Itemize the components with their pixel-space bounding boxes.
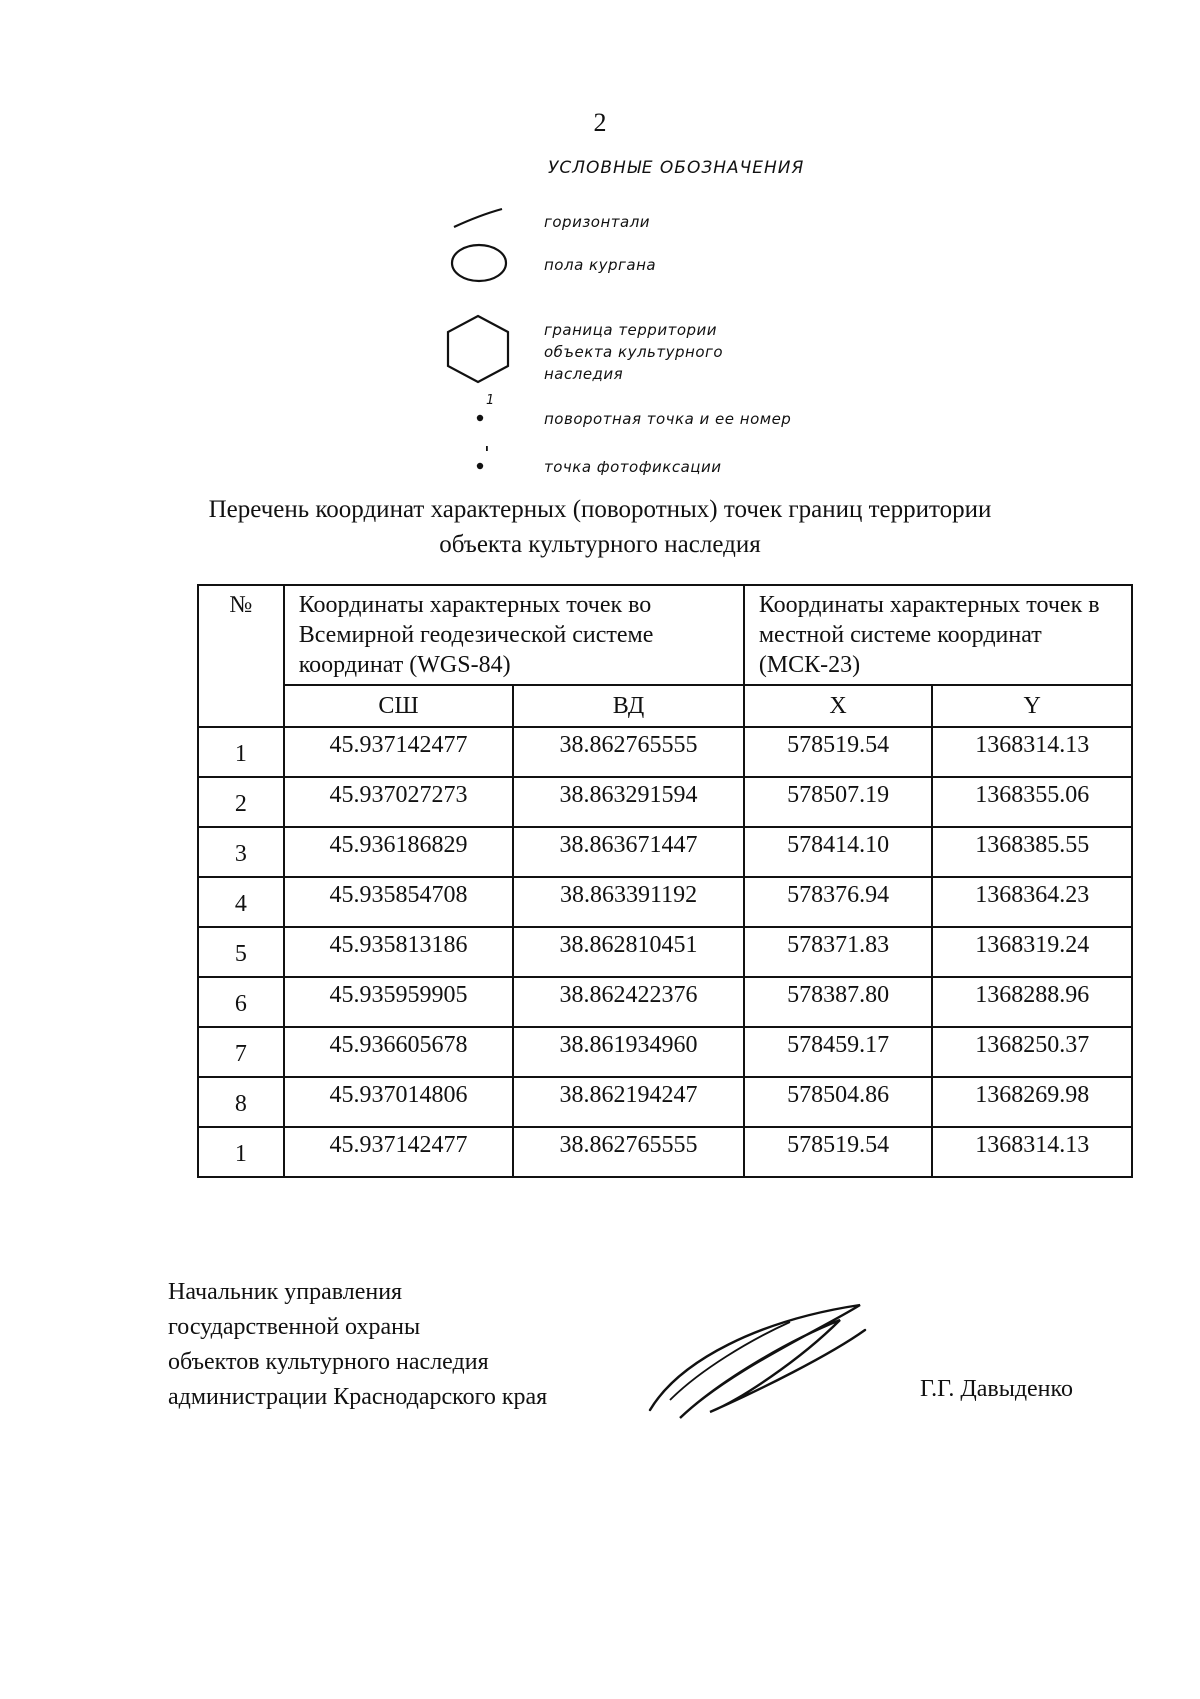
cell-x: 578459.17 [744,1027,933,1077]
header-number: № [198,585,284,727]
cell-latitude: 45.936605678 [284,1027,514,1077]
legend-label: поворотная точка и ее номер [544,410,792,428]
cell-longitude: 38.863391192 [513,877,744,927]
header-msk23: Координаты характерных точек в местной системе координат (МСК-23) [744,585,1132,685]
cell-longitude: 38.862765555 [513,727,744,777]
legend-item-boundary [440,312,920,383]
contour-line-icon [440,205,510,235]
legend-label: граница территории объекта культурного наследия [544,321,724,383]
cell-x: 578504.86 [744,1077,933,1127]
cell-number: 2 [198,777,284,827]
cell-number: 5 [198,927,284,977]
table-row [198,877,1132,927]
signature-icon [640,1300,880,1430]
cell-y: 1368269.98 [932,1077,1132,1127]
table-row [198,1127,1132,1177]
ellipse-icon [440,240,510,290]
table-row [198,827,1132,877]
header-longitude: ВД [513,685,744,727]
cell-y: 1368355.06 [932,777,1132,827]
cell-number: 8 [198,1077,284,1127]
list-title: Перечень координат характерных (поворотных) точек границ территории объекта культурного наследия [208,496,992,558]
cell-x: 578376.94 [744,877,933,927]
coordinates-table [197,584,1133,1178]
cell-y: 1368314.13 [932,1127,1132,1177]
cell-longitude: 38.862810451 [513,927,744,977]
cell-latitude: 45.936186829 [284,827,514,877]
photo-point-icon [440,440,510,480]
cell-longitude: 38.862765555 [513,1127,744,1177]
cell-latitude: 45.935854708 [284,877,514,927]
cell-number: 6 [198,977,284,1027]
legend-item-mound [440,240,920,300]
cell-longitude: 38.861934960 [513,1027,744,1077]
legend-label: горизонтали [544,213,651,231]
cell-longitude: 38.863671447 [513,827,744,877]
turning-point-icon [440,392,510,432]
cell-x: 578414.10 [744,827,933,877]
cell-x: 578387.80 [744,977,933,1027]
cell-y: 1368250.37 [932,1027,1132,1077]
cell-number: 1 [198,1127,284,1177]
cell-latitude: 45.935813186 [284,927,514,977]
cell-x: 578519.54 [744,727,933,777]
cell-number: 3 [198,827,284,877]
signer-position: Начальник управления государственной охраны объектов культурного наследия администрации Краснодарского края [168,1279,548,1410]
cell-y: 1368314.13 [932,727,1132,777]
cell-y: 1368288.96 [932,977,1132,1027]
table-row [198,1027,1132,1077]
signer-name: Г.Г. Давыденко [920,1376,1073,1402]
page-number: 2 [593,108,607,137]
cell-latitude: 45.937014806 [284,1077,514,1127]
hexagon-icon [440,312,520,392]
table-row [198,927,1132,977]
cell-longitude: 38.863291594 [513,777,744,827]
cell-x: 578519.54 [744,1127,933,1177]
table-row [198,977,1132,1027]
cell-longitude: 38.862194247 [513,1077,744,1127]
cell-y: 1368319.24 [932,927,1132,977]
legend-title: УСЛОВНЫЕ ОБОЗНАЧЕНИЯ [548,158,805,178]
cell-y: 1368364.23 [932,877,1132,927]
table-row [198,727,1132,777]
table-row [198,1077,1132,1127]
cell-x: 578507.19 [744,777,933,827]
header-x: X [744,685,933,727]
legend-label: точка фотофиксации [544,458,722,476]
header-y: Y [932,685,1132,727]
turning-point-number: 1 [486,393,495,408]
header-latitude: СШ [284,685,514,727]
legend-label: пола кургана [544,256,657,274]
cell-x: 578371.83 [744,927,933,977]
legend-item-photo-point [440,440,920,500]
cell-latitude: 45.937142477 [284,1127,514,1177]
cell-longitude: 38.862422376 [513,977,744,1027]
cell-latitude: 45.937142477 [284,727,514,777]
cell-y: 1368385.55 [932,827,1132,877]
table-row [198,777,1132,827]
cell-latitude: 45.937027273 [284,777,514,827]
cell-latitude: 45.935959905 [284,977,514,1027]
cell-number: 4 [198,877,284,927]
cell-number: 7 [198,1027,284,1077]
header-wgs84: Координаты характерных точек во Всемирной геодезической системе координат (WGS-84) [284,585,744,685]
cell-number: 1 [198,727,284,777]
